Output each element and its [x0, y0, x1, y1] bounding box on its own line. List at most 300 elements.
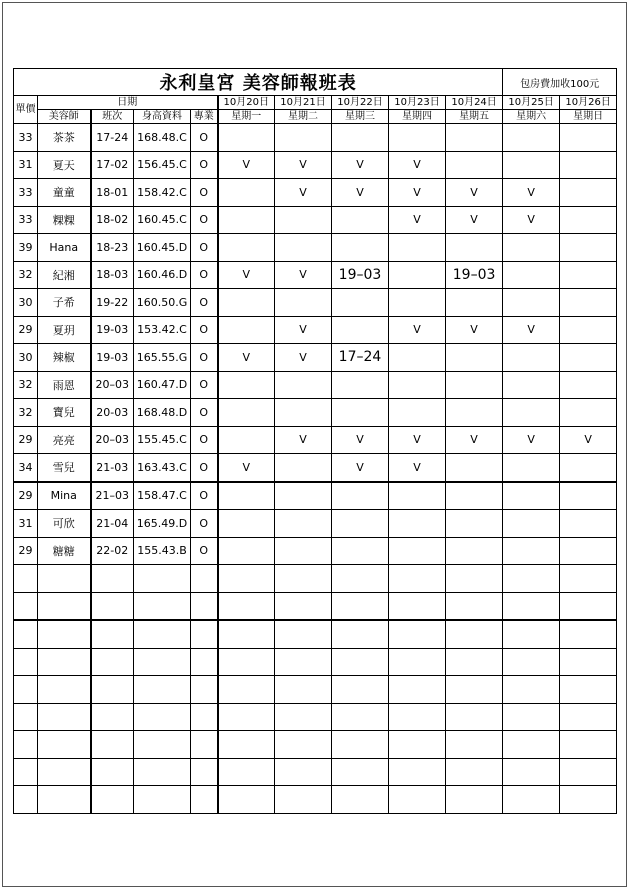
- day-cell-sun: [560, 565, 617, 593]
- table-row: [14, 620, 617, 648]
- room-fee-note: 包房費加收100元: [503, 69, 617, 96]
- price-cell: 32: [14, 371, 38, 399]
- price-cell: 34: [14, 454, 38, 482]
- day-cell-mon: [218, 316, 275, 344]
- day-cell-mon: [218, 676, 275, 704]
- table-row: [14, 399, 617, 427]
- beautician-name-cell: 辣椒: [38, 344, 91, 372]
- day-cell-sat: [503, 482, 560, 510]
- day-cell-thu: [389, 371, 446, 399]
- table-row: [14, 482, 617, 510]
- shift-cell: [91, 703, 134, 731]
- day-cell-fri: [446, 234, 503, 262]
- day-cell-mon: [218, 786, 275, 814]
- body-data-cell: [134, 620, 191, 648]
- day-cell-wed: [332, 316, 389, 344]
- day-cell-tue: [275, 482, 332, 510]
- day-cell-fri: V: [446, 206, 503, 234]
- day-cell-mon: [218, 758, 275, 786]
- day-cell-tue: [275, 758, 332, 786]
- pro-cell: O: [191, 482, 218, 510]
- price-cell: 33: [14, 124, 38, 152]
- table-row: [14, 206, 617, 234]
- day-cell-tue: [275, 786, 332, 814]
- shift-cell: 18-03: [91, 261, 134, 289]
- price-cell: [14, 620, 38, 648]
- day-cell-sat: [503, 124, 560, 152]
- pro-cell: [191, 592, 218, 620]
- pro-cell: O: [191, 261, 218, 289]
- day-cell-mon: [218, 731, 275, 759]
- body-data-cell: 153.42.C: [134, 316, 191, 344]
- day-cell-sun: [560, 124, 617, 152]
- price-cell: 32: [14, 399, 38, 427]
- price-cell: [14, 592, 38, 620]
- pro-cell: O: [191, 454, 218, 482]
- day-cell-tue: V: [275, 261, 332, 289]
- day-cell-mon: [218, 703, 275, 731]
- day-cell-mon: [218, 648, 275, 676]
- day-cell-sun: [560, 482, 617, 510]
- pro-cell: [191, 648, 218, 676]
- day-cell-tue: [275, 124, 332, 152]
- beautician-name-cell: Mina: [38, 482, 91, 510]
- beautician-name-cell: [38, 676, 91, 704]
- day-cell-fri: V: [446, 179, 503, 207]
- day-cell-tue: [275, 234, 332, 262]
- beautician-name-cell: 可欣: [38, 510, 91, 538]
- day-cell-fri: [446, 565, 503, 593]
- day-cell-sat: V: [503, 206, 560, 234]
- day-cell-mon: V: [218, 454, 275, 482]
- beautician-name-cell: 夏玥: [38, 316, 91, 344]
- price-cell: [14, 648, 38, 676]
- beautician-name-cell: [38, 703, 91, 731]
- date-label: 日期: [38, 96, 218, 110]
- day-cell-wed: [332, 648, 389, 676]
- shift-cell: 18-01: [91, 179, 134, 207]
- day-cell-mon: [218, 124, 275, 152]
- day-cell-tue: V: [275, 426, 332, 454]
- shift-cell: 19-03: [91, 344, 134, 372]
- day-cell-fri: [446, 537, 503, 565]
- table-row: [14, 234, 617, 262]
- shift-header: 班次: [91, 110, 134, 124]
- day-cell-wed: [332, 620, 389, 648]
- weekday-header-fri: 星期五: [446, 110, 503, 124]
- day-cell-wed: [332, 592, 389, 620]
- day-cell-sat: [503, 399, 560, 427]
- day-cell-sun: [560, 648, 617, 676]
- pro-cell: [191, 703, 218, 731]
- day-cell-fri: [446, 399, 503, 427]
- day-cell-tue: [275, 592, 332, 620]
- day-cell-sat: [503, 289, 560, 317]
- date-header-sun: 10月26日: [560, 96, 617, 110]
- day-cell-mon: [218, 206, 275, 234]
- day-cell-tue: [275, 289, 332, 317]
- beautician-name-cell: 寶兒: [38, 399, 91, 427]
- shift-cell: 20-03: [91, 399, 134, 427]
- date-header-tue: 10月21日: [275, 96, 332, 110]
- day-cell-sun: [560, 206, 617, 234]
- day-cell-wed: [332, 537, 389, 565]
- pro-cell: O: [191, 316, 218, 344]
- day-cell-wed: [332, 786, 389, 814]
- day-cell-wed: [332, 565, 389, 593]
- beautician-name-cell: [38, 565, 91, 593]
- day-cell-mon: [218, 399, 275, 427]
- day-cell-sat: [503, 676, 560, 704]
- day-cell-sun: [560, 703, 617, 731]
- price-cell: 33: [14, 206, 38, 234]
- shift-cell: 19-22: [91, 289, 134, 317]
- table-row: [14, 537, 617, 565]
- day-cell-sat: [503, 234, 560, 262]
- pro-cell: O: [191, 371, 218, 399]
- day-cell-sun: [560, 261, 617, 289]
- beautician-name-cell: 雨恩: [38, 371, 91, 399]
- body-data-cell: 160.50.G: [134, 289, 191, 317]
- day-cell-wed: V: [332, 151, 389, 179]
- day-cell-mon: [218, 482, 275, 510]
- day-cell-sun: [560, 592, 617, 620]
- body-data-cell: [134, 786, 191, 814]
- pro-cell: [191, 620, 218, 648]
- day-cell-tue: [275, 454, 332, 482]
- price-cell: 29: [14, 316, 38, 344]
- shift-cell: [91, 786, 134, 814]
- pro-cell: O: [191, 179, 218, 207]
- day-cell-thu: [389, 731, 446, 759]
- day-cell-thu: V: [389, 179, 446, 207]
- table-row: [14, 786, 617, 814]
- day-cell-fri: V: [446, 316, 503, 344]
- day-cell-tue: [275, 703, 332, 731]
- table-row: [14, 316, 617, 344]
- day-cell-fri: [446, 620, 503, 648]
- day-cell-mon: V: [218, 344, 275, 372]
- day-cell-thu: [389, 565, 446, 593]
- shift-cell: 19-03: [91, 316, 134, 344]
- day-cell-mon: [218, 234, 275, 262]
- day-cell-wed: V: [332, 179, 389, 207]
- day-cell-tue: [275, 399, 332, 427]
- shift-cell: [91, 758, 134, 786]
- price-cell: 31: [14, 151, 38, 179]
- day-cell-tue: [275, 565, 332, 593]
- day-cell-tue: [275, 537, 332, 565]
- day-cell-thu: [389, 648, 446, 676]
- day-cell-sun: [560, 786, 617, 814]
- day-cell-sat: [503, 261, 560, 289]
- day-cell-fri: [446, 344, 503, 372]
- table-row: [14, 592, 617, 620]
- day-cell-sat: [503, 510, 560, 538]
- shift-cell: 17-24: [91, 124, 134, 152]
- body-data-cell: 155.45.C: [134, 426, 191, 454]
- price-cell: 29: [14, 482, 38, 510]
- day-cell-sun: [560, 537, 617, 565]
- price-cell: 39: [14, 234, 38, 262]
- price-cell: 33: [14, 179, 38, 207]
- beautician-name-cell: [38, 648, 91, 676]
- shift-cell: [91, 565, 134, 593]
- day-cell-fri: [446, 482, 503, 510]
- date-header-sat: 10月25日: [503, 96, 560, 110]
- day-cell-sun: V: [560, 426, 617, 454]
- day-cell-sun: [560, 316, 617, 344]
- day-cell-thu: [389, 344, 446, 372]
- body-data-cell: 160.45.D: [134, 234, 191, 262]
- day-cell-thu: [389, 620, 446, 648]
- date-header-fri: 10月24日: [446, 96, 503, 110]
- shift-cell: 21-04: [91, 510, 134, 538]
- day-cell-thu: [389, 758, 446, 786]
- day-cell-fri: [446, 676, 503, 704]
- weekday-header-sun: 星期日: [560, 110, 617, 124]
- day-cell-thu: [389, 482, 446, 510]
- schedule-table: [13, 68, 617, 814]
- pro-cell: O: [191, 399, 218, 427]
- day-cell-thu: V: [389, 316, 446, 344]
- beautician-name-cell: 童童: [38, 179, 91, 207]
- day-cell-wed: [332, 206, 389, 234]
- day-cell-fri: [446, 510, 503, 538]
- body-data-cell: 168.48.D: [134, 399, 191, 427]
- shift-cell: 18-02: [91, 206, 134, 234]
- day-cell-thu: [389, 124, 446, 152]
- table-row: [14, 261, 617, 289]
- day-cell-sat: [503, 537, 560, 565]
- day-cell-sun: [560, 371, 617, 399]
- price-cell: [14, 731, 38, 759]
- day-cell-tue: V: [275, 151, 332, 179]
- beautician-name-cell: 夏天: [38, 151, 91, 179]
- body-data-cell: 165.55.G: [134, 344, 191, 372]
- day-cell-tue: V: [275, 316, 332, 344]
- day-cell-sun: [560, 758, 617, 786]
- price-cell: [14, 703, 38, 731]
- day-cell-sat: V: [503, 316, 560, 344]
- shift-cell: 20–03: [91, 371, 134, 399]
- price-header: 單價: [14, 96, 38, 124]
- shift-cell: 22-02: [91, 537, 134, 565]
- day-cell-sun: [560, 510, 617, 538]
- body-data-cell: [134, 565, 191, 593]
- day-cell-fri: 19–03: [446, 261, 503, 289]
- day-cell-fri: [446, 592, 503, 620]
- day-cell-mon: [218, 592, 275, 620]
- day-cell-sat: [503, 758, 560, 786]
- day-cell-sun: [560, 344, 617, 372]
- day-cell-thu: V: [389, 151, 446, 179]
- body-data-cell: 160.45.C: [134, 206, 191, 234]
- day-cell-wed: [332, 124, 389, 152]
- day-cell-wed: 17–24: [332, 344, 389, 372]
- day-cell-mon: [218, 620, 275, 648]
- weekday-header-tue: 星期二: [275, 110, 332, 124]
- price-cell: 32: [14, 261, 38, 289]
- day-cell-tue: [275, 206, 332, 234]
- day-cell-wed: V: [332, 426, 389, 454]
- day-cell-mon: [218, 565, 275, 593]
- day-cell-wed: [332, 289, 389, 317]
- day-cell-sat: [503, 620, 560, 648]
- day-cell-mon: [218, 371, 275, 399]
- beautician-name-cell: [38, 758, 91, 786]
- table-row: [14, 289, 617, 317]
- table-row: [14, 648, 617, 676]
- day-cell-wed: [332, 758, 389, 786]
- day-cell-tue: V: [275, 179, 332, 207]
- day-cell-sat: [503, 648, 560, 676]
- day-cell-wed: [332, 482, 389, 510]
- day-cell-tue: V: [275, 344, 332, 372]
- body-data-cell: 158.47.C: [134, 482, 191, 510]
- pro-header: 專業: [191, 110, 218, 124]
- table-row: [14, 371, 617, 399]
- shift-cell: [91, 648, 134, 676]
- day-cell-sun: [560, 676, 617, 704]
- day-cell-fri: V: [446, 426, 503, 454]
- day-cell-mon: [218, 537, 275, 565]
- beautician-name-cell: 茶茶: [38, 124, 91, 152]
- price-cell: [14, 786, 38, 814]
- day-cell-fri: [446, 731, 503, 759]
- beautician-name-cell: [38, 786, 91, 814]
- body-data-cell: 160.47.D: [134, 371, 191, 399]
- day-cell-sun: [560, 620, 617, 648]
- table-row: [14, 454, 617, 482]
- table-row: [14, 344, 617, 372]
- pro-cell: O: [191, 206, 218, 234]
- day-cell-sun: [560, 289, 617, 317]
- shift-cell: [91, 592, 134, 620]
- day-cell-wed: [332, 510, 389, 538]
- day-cell-thu: [389, 234, 446, 262]
- price-cell: 31: [14, 510, 38, 538]
- day-cell-fri: [446, 648, 503, 676]
- pro-cell: [191, 676, 218, 704]
- body-data-header: 身高資料: [134, 110, 191, 124]
- day-cell-thu: [389, 786, 446, 814]
- day-cell-sat: V: [503, 179, 560, 207]
- day-cell-sat: [503, 786, 560, 814]
- day-cell-fri: [446, 151, 503, 179]
- table-row: [14, 731, 617, 759]
- beautician-header: 美容師: [38, 110, 91, 124]
- day-cell-sun: [560, 399, 617, 427]
- table-row: [14, 124, 617, 152]
- date-header-mon: 10月20日: [218, 96, 275, 110]
- beautician-name-cell: Hana: [38, 234, 91, 262]
- beautician-name-cell: [38, 592, 91, 620]
- body-data-cell: [134, 592, 191, 620]
- shift-cell: [91, 620, 134, 648]
- pro-cell: [191, 758, 218, 786]
- beautician-name-cell: 雪兒: [38, 454, 91, 482]
- day-cell-sat: [503, 454, 560, 482]
- day-cell-tue: [275, 648, 332, 676]
- body-data-cell: 160.46.D: [134, 261, 191, 289]
- day-cell-wed: [332, 703, 389, 731]
- day-cell-wed: [332, 371, 389, 399]
- beautician-name-cell: 子希: [38, 289, 91, 317]
- day-cell-sun: [560, 454, 617, 482]
- shift-cell: [91, 676, 134, 704]
- day-cell-thu: [389, 261, 446, 289]
- day-cell-wed: 19–03: [332, 261, 389, 289]
- beautician-name-cell: 糖糖: [38, 537, 91, 565]
- day-cell-sat: [503, 371, 560, 399]
- day-cell-fri: [446, 454, 503, 482]
- pro-cell: [191, 565, 218, 593]
- weekday-header-mon: 星期一: [218, 110, 275, 124]
- table-row: [14, 179, 617, 207]
- beautician-name-cell: 紀湘: [38, 261, 91, 289]
- price-cell: 29: [14, 426, 38, 454]
- shift-cell: 21-03: [91, 454, 134, 482]
- pro-cell: O: [191, 151, 218, 179]
- day-cell-mon: [218, 289, 275, 317]
- pro-cell: O: [191, 289, 218, 317]
- date-header-thu: 10月23日: [389, 96, 446, 110]
- body-data-cell: 155.43.B: [134, 537, 191, 565]
- body-data-cell: [134, 731, 191, 759]
- body-data-cell: [134, 648, 191, 676]
- table-row: [14, 426, 617, 454]
- day-cell-thu: [389, 510, 446, 538]
- weekday-header-wed: 星期三: [332, 110, 389, 124]
- day-cell-sun: [560, 179, 617, 207]
- day-cell-mon: [218, 179, 275, 207]
- shift-cell: 18-23: [91, 234, 134, 262]
- day-cell-sun: [560, 234, 617, 262]
- pro-cell: O: [191, 344, 218, 372]
- day-cell-mon: [218, 426, 275, 454]
- day-cell-tue: [275, 510, 332, 538]
- pro-cell: O: [191, 234, 218, 262]
- sheet-title: 永利皇宮 美容師報班表: [14, 69, 503, 96]
- shift-cell: 21–03: [91, 482, 134, 510]
- shift-cell: 17-02: [91, 151, 134, 179]
- body-data-cell: 165.49.D: [134, 510, 191, 538]
- day-cell-fri: [446, 371, 503, 399]
- beautician-name-cell: 粿粿: [38, 206, 91, 234]
- day-cell-tue: [275, 371, 332, 399]
- weekday-header-thu: 星期四: [389, 110, 446, 124]
- price-cell: [14, 676, 38, 704]
- day-cell-tue: [275, 620, 332, 648]
- day-cell-tue: [275, 676, 332, 704]
- day-cell-thu: [389, 289, 446, 317]
- table-row: [14, 151, 617, 179]
- pro-cell: [191, 786, 218, 814]
- pro-cell: O: [191, 537, 218, 565]
- body-data-cell: 168.48.C: [134, 124, 191, 152]
- pro-cell: O: [191, 426, 218, 454]
- table-row: [14, 676, 617, 704]
- day-cell-thu: V: [389, 206, 446, 234]
- day-cell-thu: [389, 703, 446, 731]
- price-cell: [14, 565, 38, 593]
- pro-cell: O: [191, 124, 218, 152]
- day-cell-thu: [389, 399, 446, 427]
- day-cell-thu: [389, 676, 446, 704]
- day-cell-sat: [503, 731, 560, 759]
- day-cell-wed: [332, 676, 389, 704]
